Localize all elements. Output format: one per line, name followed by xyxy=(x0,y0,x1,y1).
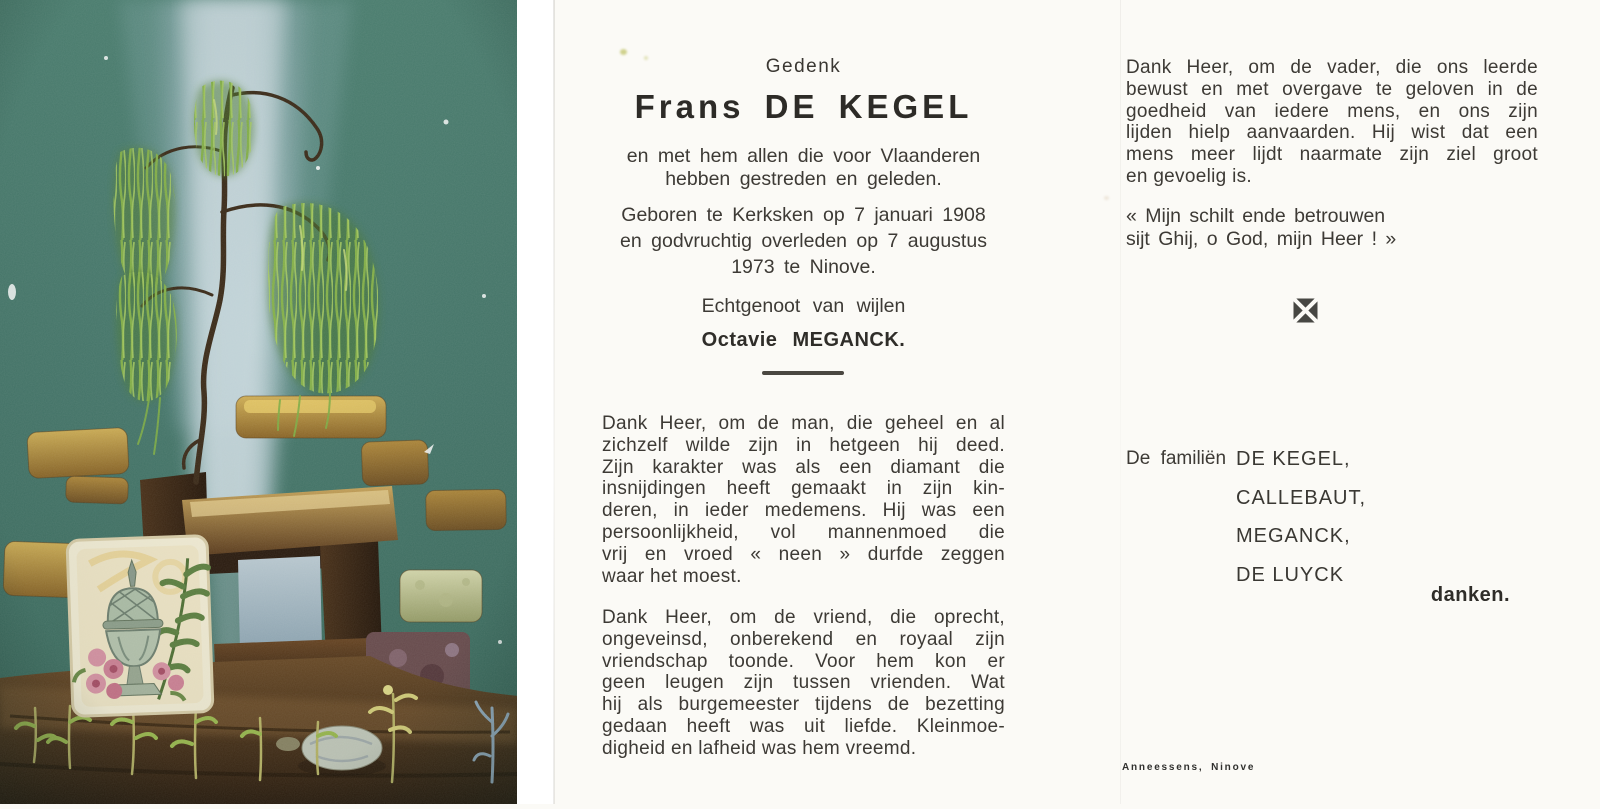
life-dates: Geboren te Kerksken op 7 januari 1908 en godvruchtig overleden op 7 augustus 1973 te Ninove. xyxy=(620,204,987,278)
thanks-paragraph-friend: Dank Heer, om de vriend, die oprecht, ongeveinsd, onberekend en royaal zijn vriendschap toonde. Voor hem kon er geen leugen zijn tussen vrienden. Wat hij als burgemeester tijdens de bezetting gedaan heeft was uit liefde. Kleinmoe- digheid en lafheid was hem vreemd. xyxy=(602,607,1005,759)
painting-panel xyxy=(0,0,518,804)
dedication-lines: en met hem allen die voor Vlaanderen hebben gestreden en geleden. xyxy=(626,145,981,190)
thanks-paragraph-father: Dank Heer, om de vader, die ons leerde bewust en met overgave te geloven in de goedheid van iedere mens, en ons zijn lijden hielp aanvaarden. Hij wist dat een mens meer lijdt naarmate zijn ziel groot en gevoelig is. xyxy=(1126,57,1538,187)
family-thanks-block xyxy=(1126,440,1538,594)
memorial-painting xyxy=(0,0,518,804)
intro-word: Gedenk xyxy=(765,56,842,77)
section-divider xyxy=(762,371,844,375)
paper-speck xyxy=(1104,196,1109,200)
closing-word: danken. xyxy=(1430,584,1510,606)
thanks-paragraph-man: Dank Heer, om de man, die geheel en al zichzelf wilde zijn in hetgeen hij deed. Zijn karakter was als een diamant die insnijdingen heeft gemaakt in zijn kin- deren, in ieder medemens. Hij was een persoonlijkheid, vol mannenmoed die vrij en vroed « neen » durfde zeggen waar het moest. xyxy=(602,413,1005,587)
fold-crease-right xyxy=(1120,0,1121,804)
spouse-name: Octavie MEGANCK. xyxy=(701,329,906,351)
panel-gutter xyxy=(517,0,554,804)
family-intro: De familiën xyxy=(1126,448,1227,469)
fold-crease-left xyxy=(553,0,555,804)
deceased-name: Frans DE KEGEL xyxy=(634,88,973,125)
family-names: DE KEGEL, CALLEBAUT, MEGANCK, DE LUYCK xyxy=(1236,448,1367,586)
cross-pattee-icon xyxy=(1292,297,1319,324)
spouse-intro: Echtgenoot van wijlen xyxy=(701,295,906,317)
paper-speck xyxy=(620,49,627,55)
printer-credit: Anneessens, Ninove xyxy=(1122,762,1256,773)
motto-quote: « Mijn schilt ende betrouwen sijt Ghij, o God, mijn Heer ! » xyxy=(1126,205,1397,250)
